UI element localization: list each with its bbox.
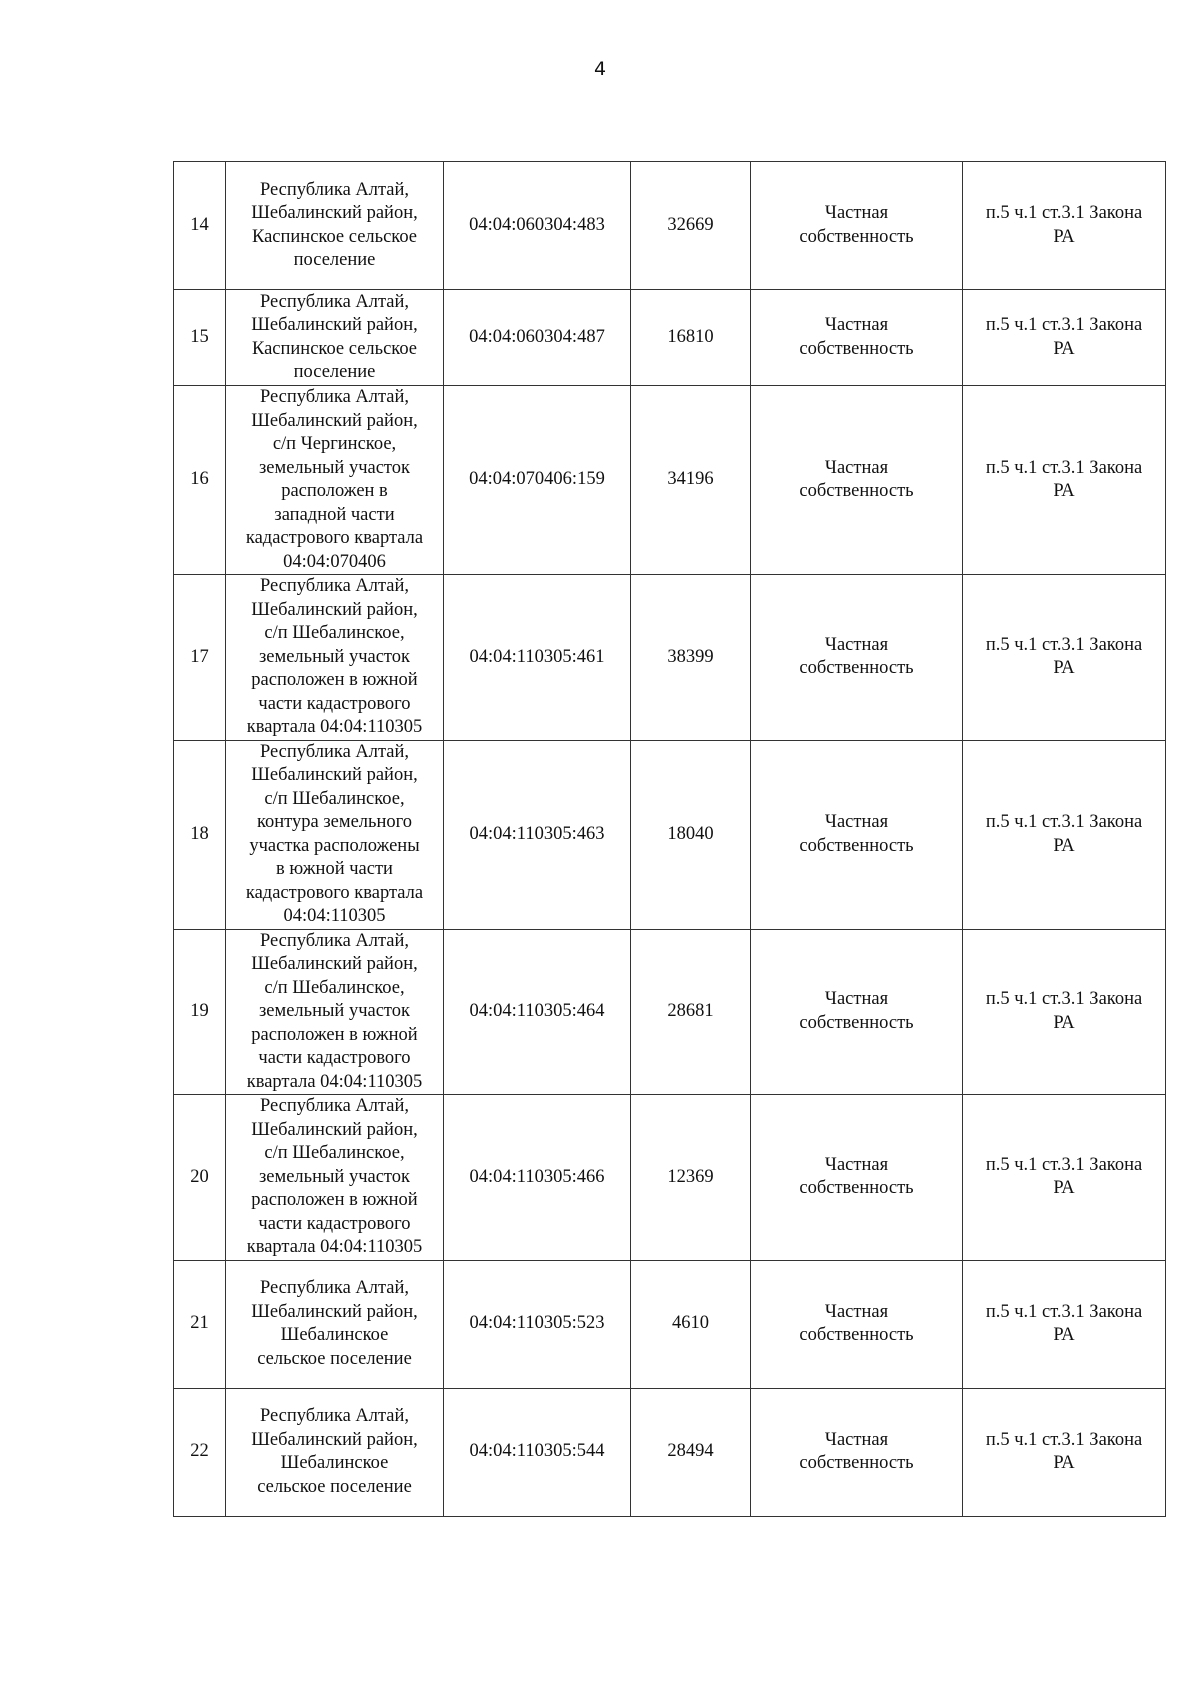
ownership-line: Частная [824, 457, 889, 478]
address-line: Республика Алтай, [259, 291, 410, 312]
address-line: земельный участок [258, 1001, 411, 1021]
ownership-cell [751, 162, 963, 290]
legal-basis-cell [963, 740, 1166, 929]
ownership-line: Частная [824, 989, 889, 1010]
address-cell [226, 1388, 444, 1516]
address-line: Шебалинское [280, 1453, 389, 1473]
legal-basis-line: п.5 ч.1 ст.3.1 Закона [985, 989, 1143, 1010]
ownership-line: собственность [799, 338, 914, 359]
ownership-line: собственность [799, 481, 914, 501]
address-line: части кадастрового [258, 1213, 411, 1234]
address-line: с/п Шебалинское, [264, 977, 405, 998]
address-cell [226, 386, 444, 575]
legal-basis-line: п.5 ч.1 ст.3.1 Закона [985, 1301, 1143, 1322]
cadastral-number-cell: 04:04:060304:487 [444, 290, 631, 386]
table-row [174, 740, 1166, 929]
area-cell: 16810 [631, 290, 751, 386]
cadastral-number-cell: 04:04:110305:523 [444, 1260, 631, 1388]
cadastral-number-cell: 04:04:110305:463 [444, 740, 631, 929]
ownership-line: собственность [799, 835, 914, 856]
land-plots-table [173, 161, 1166, 1517]
address-line: в южной части [276, 859, 393, 879]
address-line: Шебалинский район, [251, 203, 418, 223]
table-row [174, 1260, 1166, 1388]
ownership-line: собственность [799, 1012, 914, 1033]
legal-basis-cell [963, 162, 1166, 290]
legal-basis-line: п.5 ч.1 ст.3.1 Закона [985, 315, 1143, 335]
row-number-cell: 19 [174, 929, 226, 1095]
row-number-cell: 18 [174, 740, 226, 929]
address-line: Шебалинский район, [251, 315, 418, 335]
cadastral-number-cell: 04:04:110305:461 [444, 575, 631, 741]
address-line: кадастрового квартала [245, 882, 424, 903]
legal-basis-line: РА [1053, 481, 1075, 501]
address-line: контура земельного [256, 812, 412, 832]
legal-basis-line: РА [1053, 1325, 1075, 1345]
table-row [174, 162, 1166, 290]
address-line: кадастрового квартала [245, 528, 424, 548]
ownership-line: Частная [824, 315, 889, 335]
area-cell: 28494 [631, 1388, 751, 1516]
address-cell [226, 290, 444, 386]
legal-basis-line: РА [1053, 1012, 1075, 1033]
area-cell: 18040 [631, 740, 751, 929]
address-line: сельское поселение [257, 1348, 412, 1369]
ownership-line: собственность [799, 226, 914, 247]
ownership-line: Частная [824, 1301, 889, 1322]
legal-basis-cell [963, 386, 1166, 575]
legal-basis-line: РА [1053, 835, 1075, 856]
address-line: Шебалинский район, [251, 410, 418, 431]
table-row [174, 386, 1166, 575]
legal-basis-line: п.5 ч.1 ст.3.1 Закона [985, 457, 1143, 478]
legal-basis-line: РА [1053, 658, 1075, 679]
area-cell: 32669 [631, 162, 751, 290]
address-line: земельный участок [258, 646, 411, 667]
address-line: 04:04:070406 [283, 551, 386, 572]
address-line: Шебалинский район, [251, 1301, 418, 1322]
ownership-line: Частная [824, 203, 889, 223]
address-line: расположен в южной [251, 670, 418, 690]
address-line: западной части [274, 504, 395, 525]
area-cell: 34196 [631, 386, 751, 575]
area-cell: 4610 [631, 1260, 751, 1388]
address-cell [226, 575, 444, 741]
ownership-line: собственность [799, 1325, 914, 1345]
legal-basis-line: п.5 ч.1 ст.3.1 Закона [985, 1154, 1143, 1175]
legal-basis-line: РА [1053, 1453, 1075, 1473]
row-number-cell: 16 [174, 386, 226, 575]
address-line: Республика Алтай, [259, 1406, 410, 1426]
ownership-cell [751, 1260, 963, 1388]
legal-basis-cell [963, 929, 1166, 1095]
cadastral-number-cell: 04:04:060304:483 [444, 162, 631, 290]
address-line: расположен в южной [251, 1190, 418, 1210]
cadastral-number-cell: 04:04:110305:466 [444, 1095, 631, 1261]
ownership-cell [751, 575, 963, 741]
legal-basis-cell [963, 1095, 1166, 1261]
address-line: 04:04:110305 [283, 906, 386, 926]
address-line: Каспинское сельское [251, 338, 418, 359]
address-line: земельный участок [258, 1166, 411, 1187]
ownership-line: Частная [824, 634, 889, 655]
table-row [174, 929, 1166, 1095]
address-line: с/п Шебалинское, [264, 1143, 405, 1163]
address-line: Шебалинский район, [251, 765, 418, 785]
ownership-line: Частная [824, 1429, 889, 1450]
address-line: поселение [293, 362, 376, 382]
address-line: расположен в [281, 481, 388, 501]
page-number: 4 [593, 58, 607, 80]
table-row [174, 1388, 1166, 1516]
address-line: Республика Алтай, [259, 387, 410, 407]
address-cell [226, 740, 444, 929]
address-line: части кадастрового [258, 693, 411, 714]
address-cell [226, 1260, 444, 1388]
address-line: Республика Алтай, [259, 930, 410, 951]
row-number-cell: 15 [174, 290, 226, 386]
address-line: квартала 04:04:110305 [246, 717, 423, 737]
legal-basis-line: п.5 ч.1 ст.3.1 Закона [985, 203, 1143, 223]
address-line: квартала 04:04:110305 [246, 1071, 423, 1092]
area-cell: 28681 [631, 929, 751, 1095]
address-line: с/п Шебалинское, [264, 788, 405, 809]
address-line: Шебалинский район, [251, 599, 418, 620]
area-cell: 38399 [631, 575, 751, 741]
address-line: Шебалинский район, [251, 1429, 418, 1450]
address-line: Шебалинский район, [251, 1119, 418, 1140]
ownership-line: собственность [799, 1178, 914, 1199]
legal-basis-line: п.5 ч.1 ст.3.1 Закона [985, 812, 1143, 832]
row-number-cell: 14 [174, 162, 226, 290]
ownership-cell [751, 740, 963, 929]
ownership-cell [751, 1095, 963, 1261]
ownership-cell [751, 290, 963, 386]
address-line: Республика Алтай, [259, 1278, 410, 1298]
address-line: с/п Шебалинское, [264, 623, 405, 643]
legal-basis-line: п.5 ч.1 ст.3.1 Закона [985, 634, 1143, 655]
legal-basis-cell [963, 1388, 1166, 1516]
address-line: поселение [293, 250, 376, 270]
address-line: с/п Чергинское, [272, 434, 397, 454]
address-line: земельный участок [258, 457, 411, 478]
address-line: Шебалинский район, [251, 954, 418, 974]
ownership-line: собственность [799, 658, 914, 679]
address-line: Республика Алтай, [259, 179, 410, 200]
ownership-cell [751, 1388, 963, 1516]
legal-basis-line: РА [1053, 226, 1075, 247]
address-line: Республика Алтай, [259, 576, 410, 596]
address-line: Шебалинское [280, 1325, 389, 1345]
legal-basis-cell [963, 290, 1166, 386]
address-line: сельское поселение [257, 1476, 412, 1497]
address-line: квартала 04:04:110305 [246, 1237, 423, 1257]
address-cell [226, 1095, 444, 1261]
address-line: Республика Алтай, [259, 1096, 410, 1116]
address-line: Каспинское сельское [251, 226, 418, 247]
ownership-line: Частная [824, 1154, 889, 1175]
address-cell [226, 929, 444, 1095]
row-number-cell: 17 [174, 575, 226, 741]
legal-basis-cell [963, 575, 1166, 741]
address-line: расположен в южной [251, 1024, 418, 1045]
ownership-line: собственность [799, 1453, 914, 1473]
address-line: части кадастрового [258, 1048, 411, 1068]
cadastral-number-cell: 04:04:110305:544 [444, 1388, 631, 1516]
ownership-cell [751, 929, 963, 1095]
area-cell: 12369 [631, 1095, 751, 1261]
address-line: Республика Алтай, [259, 741, 410, 762]
row-number-cell: 21 [174, 1260, 226, 1388]
address-cell [226, 162, 444, 290]
cadastral-number-cell: 04:04:110305:464 [444, 929, 631, 1095]
ownership-cell [751, 386, 963, 575]
cadastral-number-cell: 04:04:070406:159 [444, 386, 631, 575]
table-row [174, 1095, 1166, 1261]
legal-basis-line: п.5 ч.1 ст.3.1 Закона [985, 1429, 1143, 1450]
row-number-cell: 20 [174, 1095, 226, 1261]
legal-basis-cell [963, 1260, 1166, 1388]
table-row [174, 290, 1166, 386]
ownership-line: Частная [824, 812, 889, 832]
row-number-cell: 22 [174, 1388, 226, 1516]
legal-basis-line: РА [1053, 338, 1075, 359]
address-line: участка расположены [249, 835, 420, 856]
legal-basis-line: РА [1053, 1178, 1075, 1199]
table-row [174, 575, 1166, 741]
